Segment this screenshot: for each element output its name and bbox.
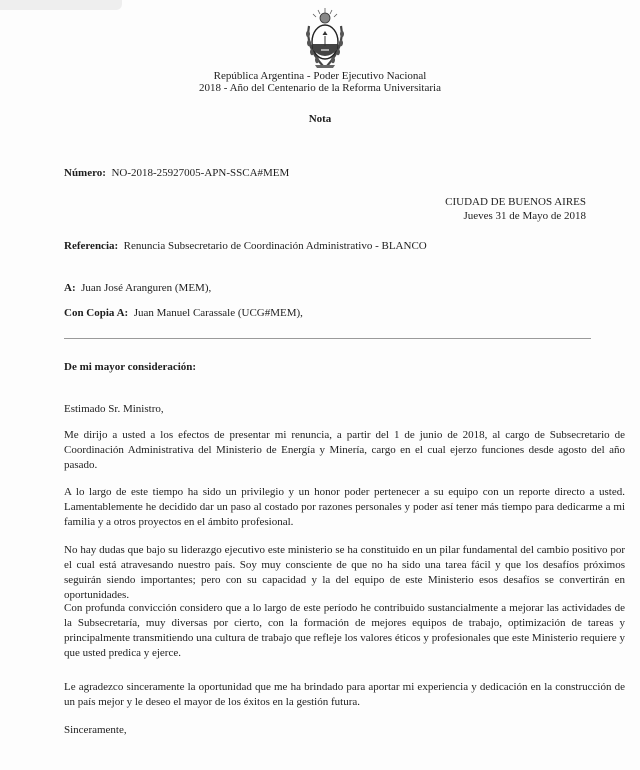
national-coat-of-arms-icon bbox=[303, 6, 347, 70]
copy-value: Juan Manuel Carassale (UCG#MEM), bbox=[133, 307, 303, 319]
copy-row bbox=[64, 307, 303, 320]
closing: Sinceramente, bbox=[64, 724, 127, 736]
divider bbox=[64, 338, 591, 339]
recipient-label: A: bbox=[64, 282, 76, 294]
scan-corner-artifact bbox=[0, 0, 122, 10]
body-paragraph-3: No hay dudas que bajo su liderazgo ejecutivo este ministerio se ha constituido en un pilar fundamental del cambio positivo por el cual está atravesando nuestro país. Soy muy consciente de que no ha sido una tarea fácil y que los desafíos próximos seguirán siendo importantes; pero con su capacidad y la del equipo de este Ministerio esos desafíos se convertirán en oportunidades. bbox=[64, 544, 625, 601]
body-paragraph-5: Le agradezco sinceramente la oportunidad que me ha brindado para aportar mi experiencia y dedicación en la construcción de un país mejor y le deseo el mayor de los éxitos en la gestión futura. bbox=[64, 681, 625, 708]
body-paragraph-4: Con profunda convicción considero que a lo largo de este período he contribuido sustancialmente a mejorar las actividades de la Subsecretaría, muy diversas por cierto, con la formación de mejores equipos de trabajo, optimización de tareas y principalmente transmitiendo una cultura de trabajo que refleje los valores éticos y profesionales que este Ministerio requiere y que usted predica y ejerce. bbox=[64, 602, 625, 659]
document-title: Nota bbox=[308, 113, 332, 125]
place: CIUDAD DE BUENOS AIRES bbox=[445, 196, 586, 208]
letterhead-line-2: 2018 - Año del Centenario de la Reforma Universitaria bbox=[199, 82, 441, 94]
recipient-row bbox=[64, 282, 211, 295]
letterhead bbox=[0, 70, 640, 94]
salutation: Estimado Sr. Ministro, bbox=[64, 403, 164, 415]
referencia-label: Referencia: bbox=[64, 240, 119, 252]
recipient-value: Juan José Aranguren (MEM), bbox=[81, 282, 212, 294]
place-and-date bbox=[445, 195, 586, 223]
copy-label: Con Copia A: bbox=[64, 307, 129, 319]
body-paragraph-2: A lo largo de este tiempo ha sido un privilegio y un honor poder pertenecer a su equipo con un reporte directo a usted. Lamentablemente he decidido dar un paso al costado por razones personales y poder así tener más tiempo para dedicarme a mi familia y a otros proyectos en el ámbito profesional. bbox=[64, 486, 625, 528]
referencia-row bbox=[64, 240, 427, 253]
numero-value: NO-2018-25927005-APN-SSCA#MEM bbox=[111, 167, 290, 179]
referencia-value: Renuncia Subsecretario de Coordinación Administrativo - BLANCO bbox=[123, 240, 427, 252]
date: Jueves 31 de Mayo de 2018 bbox=[463, 210, 586, 222]
numero-row bbox=[64, 167, 289, 180]
numero-label: Número: bbox=[64, 167, 106, 179]
letterhead-line-1: República Argentina - Poder Ejecutivo Nacional bbox=[213, 70, 427, 82]
body-paragraph-1: Me dirijo a usted a los efectos de presentar mi renuncia, a partir del 1 de junio de 2018, al cargo de Subsecretario de Coordinación Administrativa del Ministerio de Energía y Minería, cargo en el cual ejerzo funciones desde agosto del año pasado. bbox=[64, 429, 625, 471]
greeting: De mi mayor consideración: bbox=[64, 361, 197, 373]
